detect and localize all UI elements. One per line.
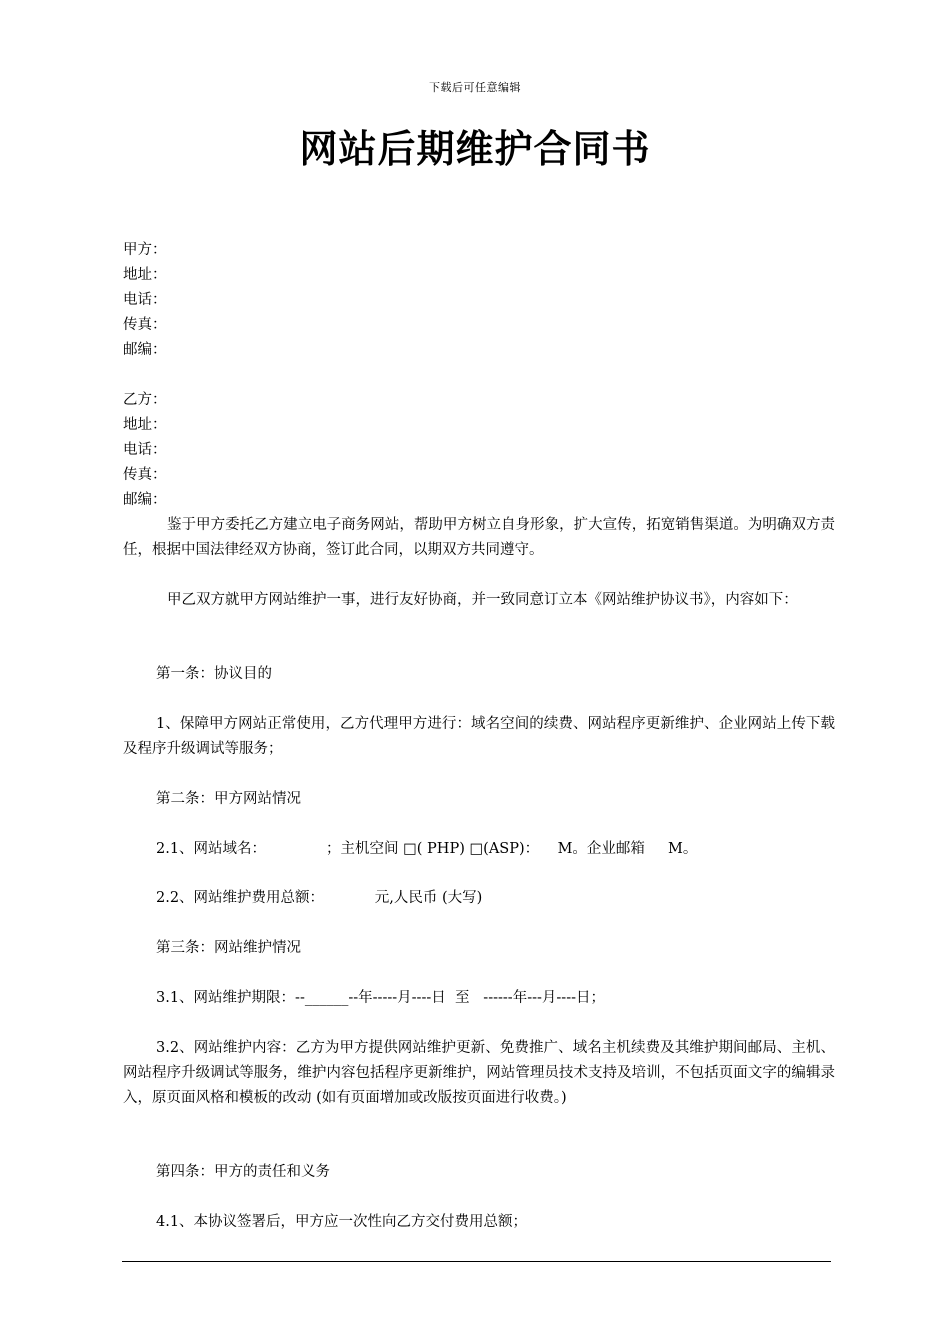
party-b-fax: 传真：	[123, 467, 167, 483]
article-1-title: 第一条：协议目的	[156, 666, 272, 682]
article-2-title: 第二条：甲方网站情况	[156, 791, 301, 807]
party-b-postcode: 邮编：	[123, 492, 167, 508]
article-3-title: 第三条：网站维护情况	[156, 940, 301, 956]
article-3-clause-1: 3.1、网站维护期限：--______--年-----月----日 至 ------年---月----日；	[156, 990, 605, 1006]
article-4-clause-1: 4.1、本协议签署后，甲方应一次性向乙方交付费用总额；	[156, 1214, 528, 1230]
agreement-paragraph: 甲乙双方就甲方网站维护一事，进行友好协商，并一致同意订立本《网站维护协议书》，内容如下：	[167, 592, 798, 608]
party-a-address: 地址：	[123, 267, 167, 283]
article-1-clause-1: 1、保障甲方网站正常使用，乙方代理甲方进行：域名空间的续费、网站程序更新维护、企业网站上传下载及程序升级调试等服务；	[123, 716, 835, 757]
party-a-postcode: 邮编：	[123, 342, 167, 358]
party-a-fax: 传真：	[123, 317, 167, 333]
article-2-clause-1: 2.1、网站域名： ；主机空间 □( PHP) □(ASP)： M。企业邮箱 M。	[156, 841, 698, 857]
party-b-block	[123, 388, 167, 513]
party-b-address: 地址：	[123, 417, 167, 433]
footer-rule	[122, 1261, 831, 1262]
document-title: 网站后期维护合同书	[299, 127, 651, 171]
party-a-phone: 电话：	[123, 292, 167, 308]
party-b-phone: 电话：	[123, 442, 167, 458]
party-a-block	[123, 238, 167, 363]
party-a-name: 甲方：	[123, 242, 167, 258]
article-3-clause-2: 3.2、网站维护内容：乙方为甲方提供网站维护更新、免费推广、域名主机续费及其维护期间邮局、主机、网站程序升级调试等服务，维护内容包括程序更新维护，网站管理员技术支持及培训，不包括页面文字的编辑录入，原页面风格和模板的改动 (如有页面增加或改版按页面进行收费。)	[123, 1040, 835, 1106]
article-4-title: 第四条：甲方的责任和义务	[156, 1164, 330, 1180]
header-note: 下载后可任意编辑	[429, 81, 521, 94]
article-2-clause-2: 2.2、网站维护费用总额： 元,人民币 (大写)	[156, 890, 483, 906]
intro-paragraph: 鉴于甲方委托乙方建立电子商务网站，帮助甲方树立自身形象，扩大宣传，拓宽销售渠道。为明确双方责任，根据中国法律经双方协商，签订此合同，以期双方共同遵守。	[123, 517, 835, 558]
party-b-name: 乙方：	[123, 392, 167, 408]
